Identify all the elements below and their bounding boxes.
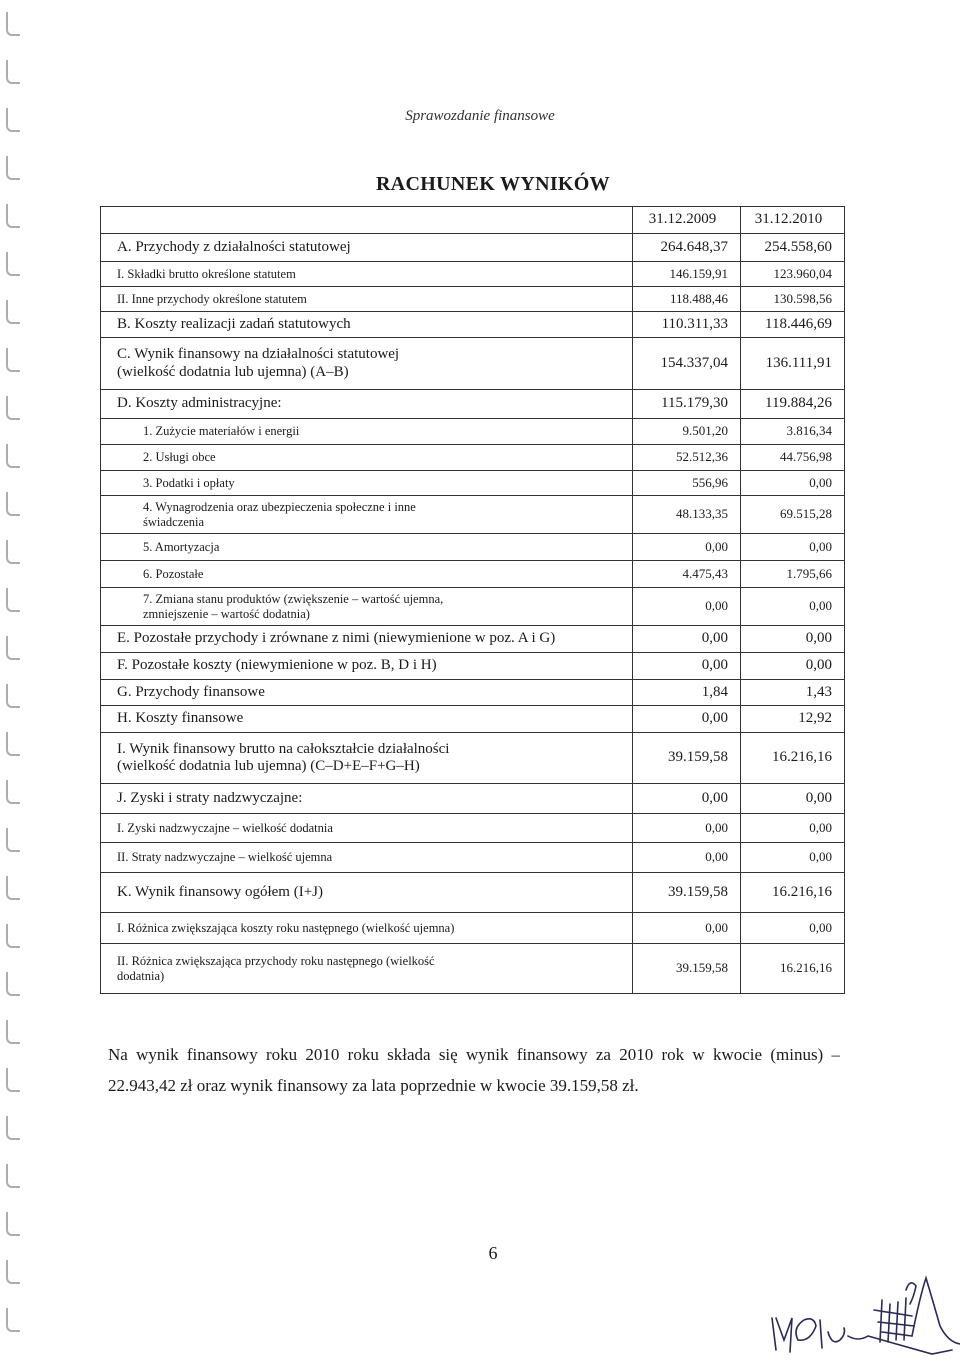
column-header-2010: 31.12.2010	[741, 207, 845, 234]
header-label-cell	[101, 207, 633, 234]
value-2010: 0,00	[741, 784, 845, 814]
table-row	[101, 471, 845, 496]
value-2010: 1.795,66	[741, 561, 845, 588]
value-2010: 119.884,26	[741, 390, 845, 419]
document-header: Sprawozdanie finansowe	[405, 108, 555, 124]
table-row	[101, 234, 845, 262]
row-label: 2. Usługi obce	[101, 445, 633, 471]
row-label: 4. Wynagrodzenia oraz ubezpieczenia społeczne i inne świadczenia	[101, 496, 633, 534]
row-label: B. Koszty realizacji zadań statutowych	[101, 312, 633, 338]
value-2010: 0,00	[741, 588, 845, 626]
row-label: I. Składki brutto określone statutem	[101, 262, 633, 287]
value-2010: 16.216,16	[741, 944, 845, 994]
value-2010: 0,00	[741, 843, 845, 873]
value-2009: 48.133,35	[633, 496, 741, 534]
value-2009: 39.159,58	[633, 733, 741, 784]
table-row	[101, 338, 845, 390]
page-number: 6	[488, 1243, 498, 1263]
table-row	[101, 588, 845, 626]
row-label: A. Przychody z działalności statutowej	[101, 234, 633, 262]
row-label: I. Zyski nadzwyczajne – wielkość dodatnia	[101, 814, 633, 843]
value-2010: 254.558,60	[741, 234, 845, 262]
table-row	[101, 445, 845, 471]
value-2009: 556,96	[633, 471, 741, 496]
value-2009: 110.311,33	[633, 312, 741, 338]
value-2010: 44.756,98	[741, 445, 845, 471]
table-row	[101, 653, 845, 680]
value-2010: 12,92	[741, 706, 845, 733]
value-2010: 0,00	[741, 534, 845, 561]
value-2009: 0,00	[633, 534, 741, 561]
row-label: E. Pozostałe przychody i zrównane z nimi (niewymienione w poz. A i G)	[101, 626, 633, 653]
row-label: G. Przychody finansowe	[101, 680, 633, 706]
income-statement-table	[100, 206, 845, 994]
binding-holes	[0, 0, 26, 1357]
table-row	[101, 873, 845, 913]
row-label: F. Pozostałe koszty (niewymienione w poz. B, D i H)	[101, 653, 633, 680]
row-label: 7. Zmiana stanu produktów (zwiększenie – wartość ujemna, zmniejszenie – wartość dodatnia)	[101, 588, 633, 626]
table-row	[101, 784, 845, 814]
table-row	[101, 419, 845, 445]
table-header-row	[101, 207, 845, 234]
table-row	[101, 626, 845, 653]
value-2009: 0,00	[633, 653, 741, 680]
table-row	[101, 680, 845, 706]
value-2009: 0,00	[633, 814, 741, 843]
value-2010: 0,00	[741, 913, 845, 944]
value-2009: 154.337,04	[633, 338, 741, 390]
table-row	[101, 534, 845, 561]
value-2009: 4.475,43	[633, 561, 741, 588]
value-2010: 16.216,16	[741, 873, 845, 913]
value-2010: 69.515,28	[741, 496, 845, 534]
handwritten-signature	[762, 1270, 960, 1358]
value-2009: 1,84	[633, 680, 741, 706]
table-row	[101, 390, 845, 419]
value-2009: 264.648,37	[633, 234, 741, 262]
row-label: D. Koszty administracyjne:	[101, 390, 633, 419]
value-2009: 0,00	[633, 913, 741, 944]
value-2009: 118.488,46	[633, 287, 741, 312]
value-2009: 0,00	[633, 626, 741, 653]
row-label: 6. Pozostałe	[101, 561, 633, 588]
table-row	[101, 733, 845, 784]
value-2009: 0,00	[633, 784, 741, 814]
table-row	[101, 814, 845, 843]
row-label: K. Wynik finansowy ogółem (I+J)	[101, 873, 633, 913]
value-2010: 118.446,69	[741, 312, 845, 338]
row-label: 5. Amortyzacja	[101, 534, 633, 561]
table-row	[101, 561, 845, 588]
table-row	[101, 944, 845, 994]
value-2010: 0,00	[741, 626, 845, 653]
row-label: II. Różnica zwiększająca przychody roku następnego (wielkość dodatnia)	[101, 944, 633, 994]
value-2009: 0,00	[633, 706, 741, 733]
table-row	[101, 706, 845, 733]
value-2010: 123.960,04	[741, 262, 845, 287]
row-label: C. Wynik finansowy na działalności statutowej (wielkość dodatnia lub ujemna) (A–B)	[101, 338, 633, 390]
value-2010: 136.111,91	[741, 338, 845, 390]
table-row	[101, 913, 845, 944]
page-title: RACHUNEK WYNIKÓW	[376, 173, 610, 195]
row-label: J. Zyski i straty nadzwyczajne:	[101, 784, 633, 814]
value-2010: 1,43	[741, 680, 845, 706]
row-label: 3. Podatki i opłaty	[101, 471, 633, 496]
column-header-2009: 31.12.2009	[633, 207, 741, 234]
row-label: I. Różnica zwiększająca koszty roku następnego (wielkość ujemna)	[101, 913, 633, 944]
value-2009: 39.159,58	[633, 873, 741, 913]
value-2009: 39.159,58	[633, 944, 741, 994]
summary-paragraph: Na wynik finansowy roku 2010 roku składa się wynik finansowy za 2010 rok w kwocie (minus) –22.943,42 zł oraz wynik finansowy za lata poprzednie w kwocie 39.159,58 zł.	[108, 1045, 840, 1095]
table-row	[101, 287, 845, 312]
value-2009: 0,00	[633, 588, 741, 626]
value-2010: 0,00	[741, 814, 845, 843]
table-row	[101, 496, 845, 534]
value-2009: 9.501,20	[633, 419, 741, 445]
table-row	[101, 262, 845, 287]
row-label: 1. Zużycie materiałów i energii	[101, 419, 633, 445]
table-row	[101, 843, 845, 873]
value-2009: 146.159,91	[633, 262, 741, 287]
value-2010: 0,00	[741, 653, 845, 680]
row-label: H. Koszty finansowe	[101, 706, 633, 733]
row-label: II. Straty nadzwyczajne – wielkość ujemna	[101, 843, 633, 873]
value-2010: 3.816,34	[741, 419, 845, 445]
value-2009: 0,00	[633, 843, 741, 873]
value-2009: 52.512,36	[633, 445, 741, 471]
value-2010: 130.598,56	[741, 287, 845, 312]
value-2009: 115.179,30	[633, 390, 741, 419]
value-2010: 0,00	[741, 471, 845, 496]
row-label: II. Inne przychody określone statutem	[101, 287, 633, 312]
value-2010: 16.216,16	[741, 733, 845, 784]
row-label: I. Wynik finansowy brutto na całokształcie działalności (wielkość dodatnia lub ujemna) (C–D+E–F+G–H)	[101, 733, 633, 784]
table-row	[101, 312, 845, 338]
